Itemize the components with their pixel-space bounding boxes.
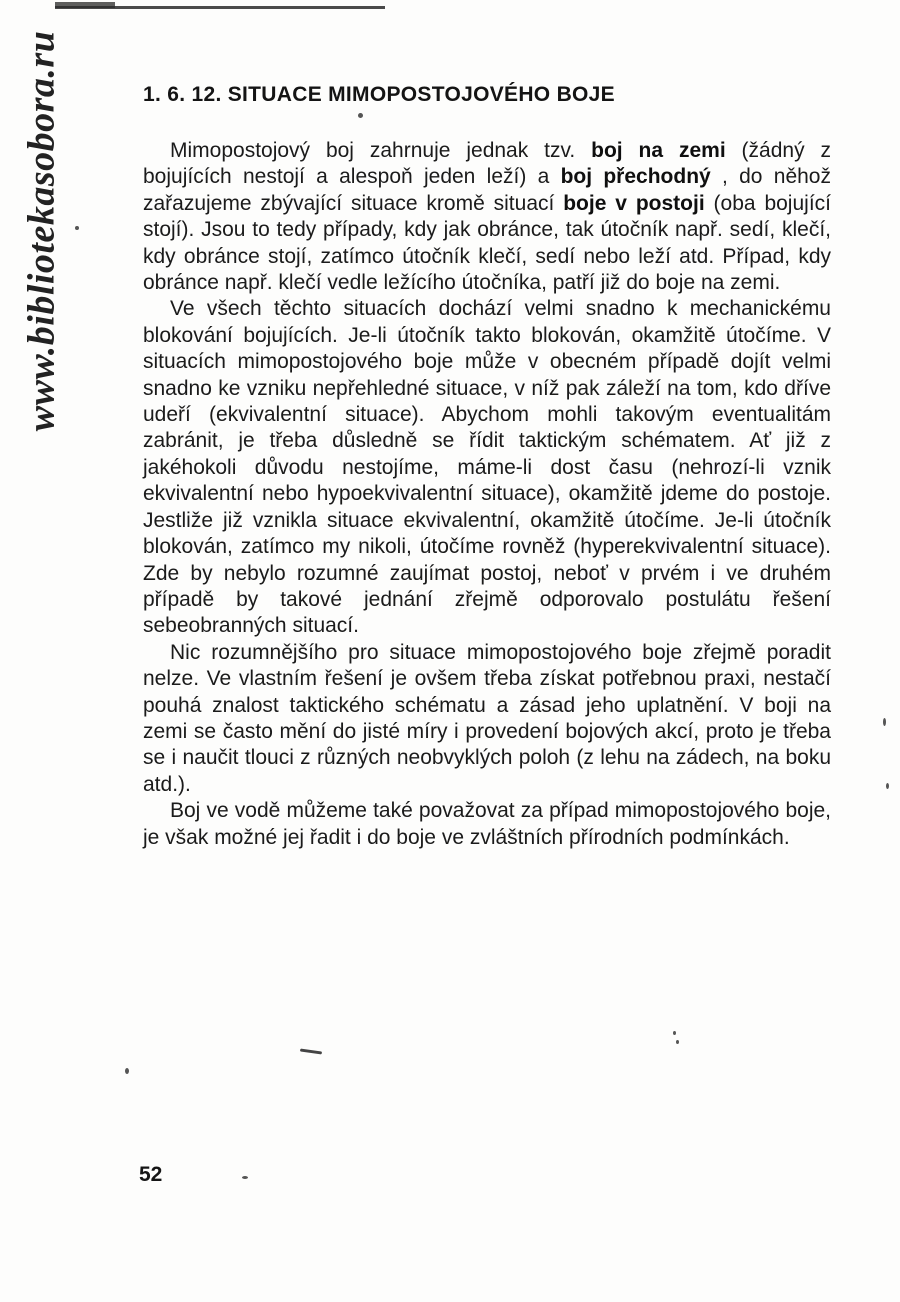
watermark-text: www.bibliotekasobora.ru <box>20 30 63 431</box>
bold-term: boj přechodný <box>560 165 711 189</box>
page-number: 52 <box>139 1163 163 1186</box>
scan-speck <box>886 783 889 789</box>
text-run: (žádný z bojujících nestojí a alespoň jeden leží) a <box>143 139 831 189</box>
scan-speck <box>242 1176 248 1179</box>
scan-speck <box>358 113 363 118</box>
text-run: , do něhož zařazujeme zbývající situace kromě situací <box>143 165 831 215</box>
scan-speck <box>673 1031 676 1035</box>
text-run: Ve všech těchto situacích dochází velmi snadno k mechanickému blokování bojujících. Je-li útočník takto blokován, okamžitě útočíme. V situacích mimopostojového boje může v obecném případě dojít velmi snadno ke vzniku nepřehledné situace, v níž pak záleží na tom, kdo dříve udeří (ekvivalentní situace). Abychom mohli takovým eventualitám zabránit, je třeba důsledně se řídit taktickým schématem. Ať již z jakéhokoli důvodu nestojíme, máme-li dost času (nehrozí-li vznik ekvivalentní nebo hypoekvivalentní situace), okamžitě jdeme do postoje. Jestliže již vznikla situace ekvivalentní, okamžitě útočíme. Je-li útočník blokován, zatímco my nikoli, útočíme rovněž (hyperekvivalentní situace). Zde by nebylo rozumné zaujímat postoj, neboť v prvém i ve druhém případě by takové jednání zřejmě odporovalo postulátu řešení sebeobranných situací. <box>143 297 831 638</box>
scan-top-line <box>55 6 385 9</box>
bold-term: boj na zemi <box>591 139 726 162</box>
paragraph <box>143 296 831 639</box>
body-text <box>143 138 831 851</box>
section-heading: 1. 6. 12. SITUACE MIMOPOSTOJOVÉHO BOJE <box>143 83 615 106</box>
scan-speck <box>676 1040 679 1044</box>
scan-speck <box>75 226 79 230</box>
bold-term: boje v postoji <box>563 191 705 215</box>
watermark <box>18 8 64 453</box>
text-run: (oba bojující stojí). Jsou to tedy případy, kdy jak obránce, tak útočník např. sedí, klečí, kdy obránce stojí, zatímco útočník klečí, sedí nebo leží atd. Případ, kdy obránce např. klečí vedle ležícího útočníka, patří již do boje na zemi. <box>143 191 831 295</box>
paragraph <box>143 798 831 851</box>
scan-speck <box>883 718 886 726</box>
scan-speck <box>125 1068 129 1074</box>
paragraph <box>143 138 831 296</box>
scan-speck <box>300 1048 322 1054</box>
text-run: Mimopostojový boj zahrnuje jednak tzv. <box>170 139 592 162</box>
text-run: Nic rozumnějšího pro situace mimopostojového boje zřejmě poradit nelze. Ve vlastním řešení je ovšem třeba získat potřebnou praxi, nestačí pouhá znalost taktického schématu a zásad jeho uplatnění. V boji na zemi se často mění do jisté míry i provedení bojových akcí, proto je třeba se i naučit tlouci z různých neobvyklých poloh (z lehu na zádech, na boku atd.). <box>143 640 831 796</box>
text-run: Boj ve vodě můžeme také považovat za případ mimopostojového boje, je však možné jej řadit i do boje ve zvláštních přírodních podmínkách. <box>143 799 831 849</box>
paragraph <box>143 640 831 798</box>
